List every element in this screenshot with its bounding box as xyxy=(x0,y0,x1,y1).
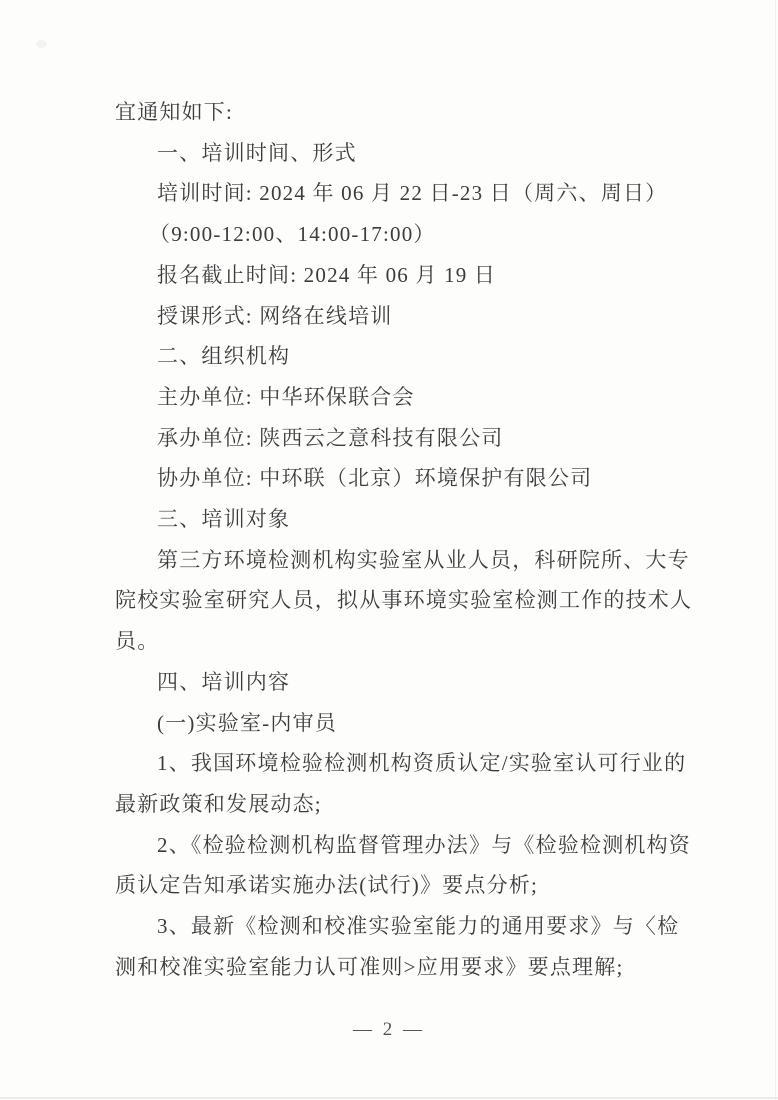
doc-line-intro: 宜通知如下: xyxy=(115,100,234,124)
doc-line-coorganizer-unit: 协办单位: 中环联（北京）环境保护有限公司 xyxy=(157,466,593,491)
page-number: — 2 — xyxy=(353,1019,425,1040)
doc-line-audience-1: 第三方环境检测机构实验室从业人员，科研院所、大专 xyxy=(157,547,690,572)
scan-smudge xyxy=(36,40,47,48)
doc-line-training-time: 培训时间: 2024 年 06 月 22 日-23 日（周六、周日） xyxy=(157,181,668,206)
doc-heading-section-4: 四、培训内容 xyxy=(157,669,291,694)
doc-line-content-item3-a: 3、最新《检测和校准实验室能力的通用要求》与〈检 xyxy=(157,914,680,939)
doc-line-content-item2-a: 2、《检验检测机构监督管理办法》与《检验检测机构资 xyxy=(157,832,691,857)
doc-line-organizer-unit: 承办单位: 陕西云之意科技有限公司 xyxy=(157,425,504,450)
doc-line-content-item1-b: 最新政策和发展动态; xyxy=(115,791,322,816)
scan-edge-right xyxy=(775,0,776,1100)
doc-line-host-unit: 主办单位: 中华环保联合会 xyxy=(157,384,415,409)
doc-line-training-hours: （9:00-12:00、14:00-17:00） xyxy=(149,222,436,247)
document-body xyxy=(115,92,693,987)
doc-subheading-lab-auditor: (一)实验室-内审员 xyxy=(157,710,337,735)
doc-heading-section-1: 一、培训时间、形式 xyxy=(157,140,357,165)
doc-heading-section-2: 二、组织机构 xyxy=(157,344,291,369)
doc-line-audience-2: 院校实验室研究人员，拟从事环境实验室检测工作的技术人 xyxy=(115,588,693,613)
doc-heading-section-3: 三、培训对象 xyxy=(157,507,291,532)
doc-line-format: 授课形式: 网络在线培训 xyxy=(157,303,393,328)
doc-line-content-item3-b: 测和校准实验室能力认可准则>应用要求》要点理解; xyxy=(115,954,624,979)
doc-line-deadline: 报名截止时间: 2024 年 06 月 19 日 xyxy=(157,262,497,287)
scan-edge-bottom xyxy=(0,1097,778,1099)
doc-line-audience-3: 员。 xyxy=(115,629,160,654)
doc-line-content-item2-b: 质认定告知承诺实施办法(试行)》要点分析; xyxy=(115,873,539,898)
doc-line-content-item1-a: 1、我国环境检验检测机构资质认定/实验室认可行业的 xyxy=(157,751,687,776)
